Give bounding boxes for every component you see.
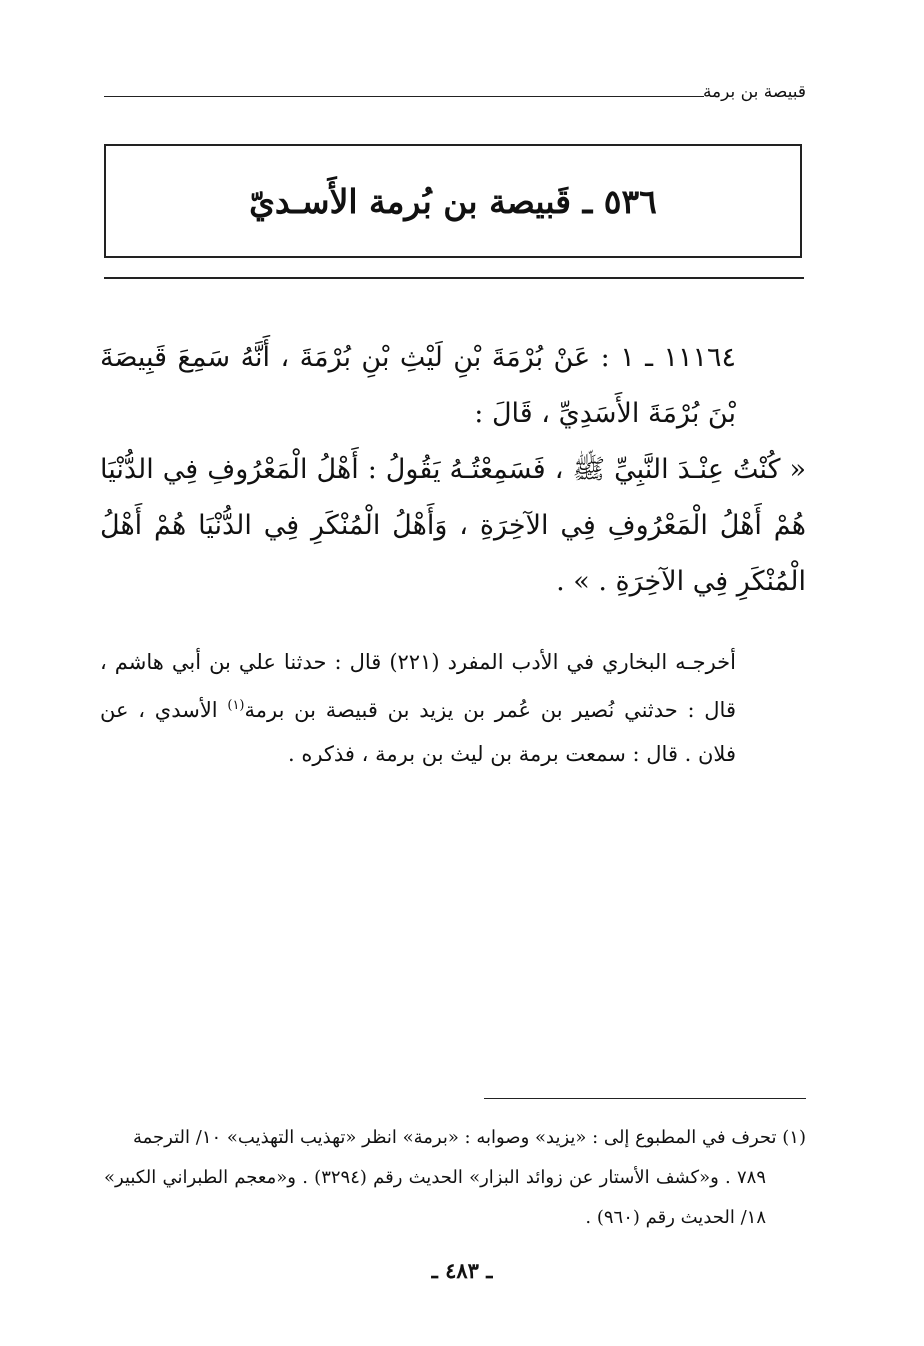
page-number: ـ ٤٨٣ ـ <box>431 1258 493 1283</box>
hadith-matn: « كُنْتُ عِنْـدَ النَّبِيِّ ﷺ ، فَسَمِعْتُـهُ يَقُولُ : أَهْلُ الْمَعْرُوفِ فِي الدُّنْيَا هُمْ أَهْلُ الْمَعْرُوفِ فِي الآخِرَةِ ، وَأَهْلُ الْمُنْكَرِ فِي الدُّنْيَا هُمْ أَهْلُ الْمُنْكَرِ فِي الآخِرَةِ . » . <box>100 454 806 597</box>
footnote-rule <box>484 1098 806 1099</box>
footnote-line1: (١) تحرف في المطبوع إلى : «يزيد» وصوابه : «برمة» انظر «تهذيب التهذيب» ١٠/ الترجمة <box>133 1127 806 1148</box>
chapter-title-box <box>104 144 802 258</box>
takhrij-paragraph <box>100 640 806 776</box>
running-head: قبيصة بن برمة <box>702 82 806 102</box>
chapter-title: ٥٣٦ ـ قَبيصة بن بُرمة الأَسـديّ <box>249 181 657 221</box>
footnote-line2: ٧٨٩ . و«كشف الأستار عن زوائد البزار» الحديث رقم (٣٢٩٤) . و«معجم الطبراني الكبير» ١٨/ الحديث رقم (٩٦٠) . <box>104 1167 767 1228</box>
takhrij-text <box>100 640 806 776</box>
footnote <box>104 1118 806 1238</box>
takhrij-part2: الأسدي ، عن فلان . قال : سمعت برمة بن ليث بن برمة ، فذكره . <box>100 698 736 766</box>
title-rule <box>104 277 804 279</box>
footnote-marker: (١) <box>227 698 245 713</box>
hadith-text <box>100 330 806 610</box>
takhrij-part1: أخرجـه البخاري في الأدب المفرد (٢٢١) قال : حدثنا علي بن أبي هاشم ، قال : حدثني نُصير بن عُمر بن يزيد بن قبيصة بن برمة <box>100 650 736 722</box>
running-head-rule <box>104 96 704 97</box>
hadith-isnad: ١١١٦٤ ـ ١ : عَنْ بُرْمَةَ بْنِ لَيْثِ بْنِ بُرْمَةَ ، أَنَّهُ سَمِعَ قَبِيصَةَ بْنَ بُرْمَةَ الأَسَدِيِّ ، قَالَ : <box>100 342 737 429</box>
